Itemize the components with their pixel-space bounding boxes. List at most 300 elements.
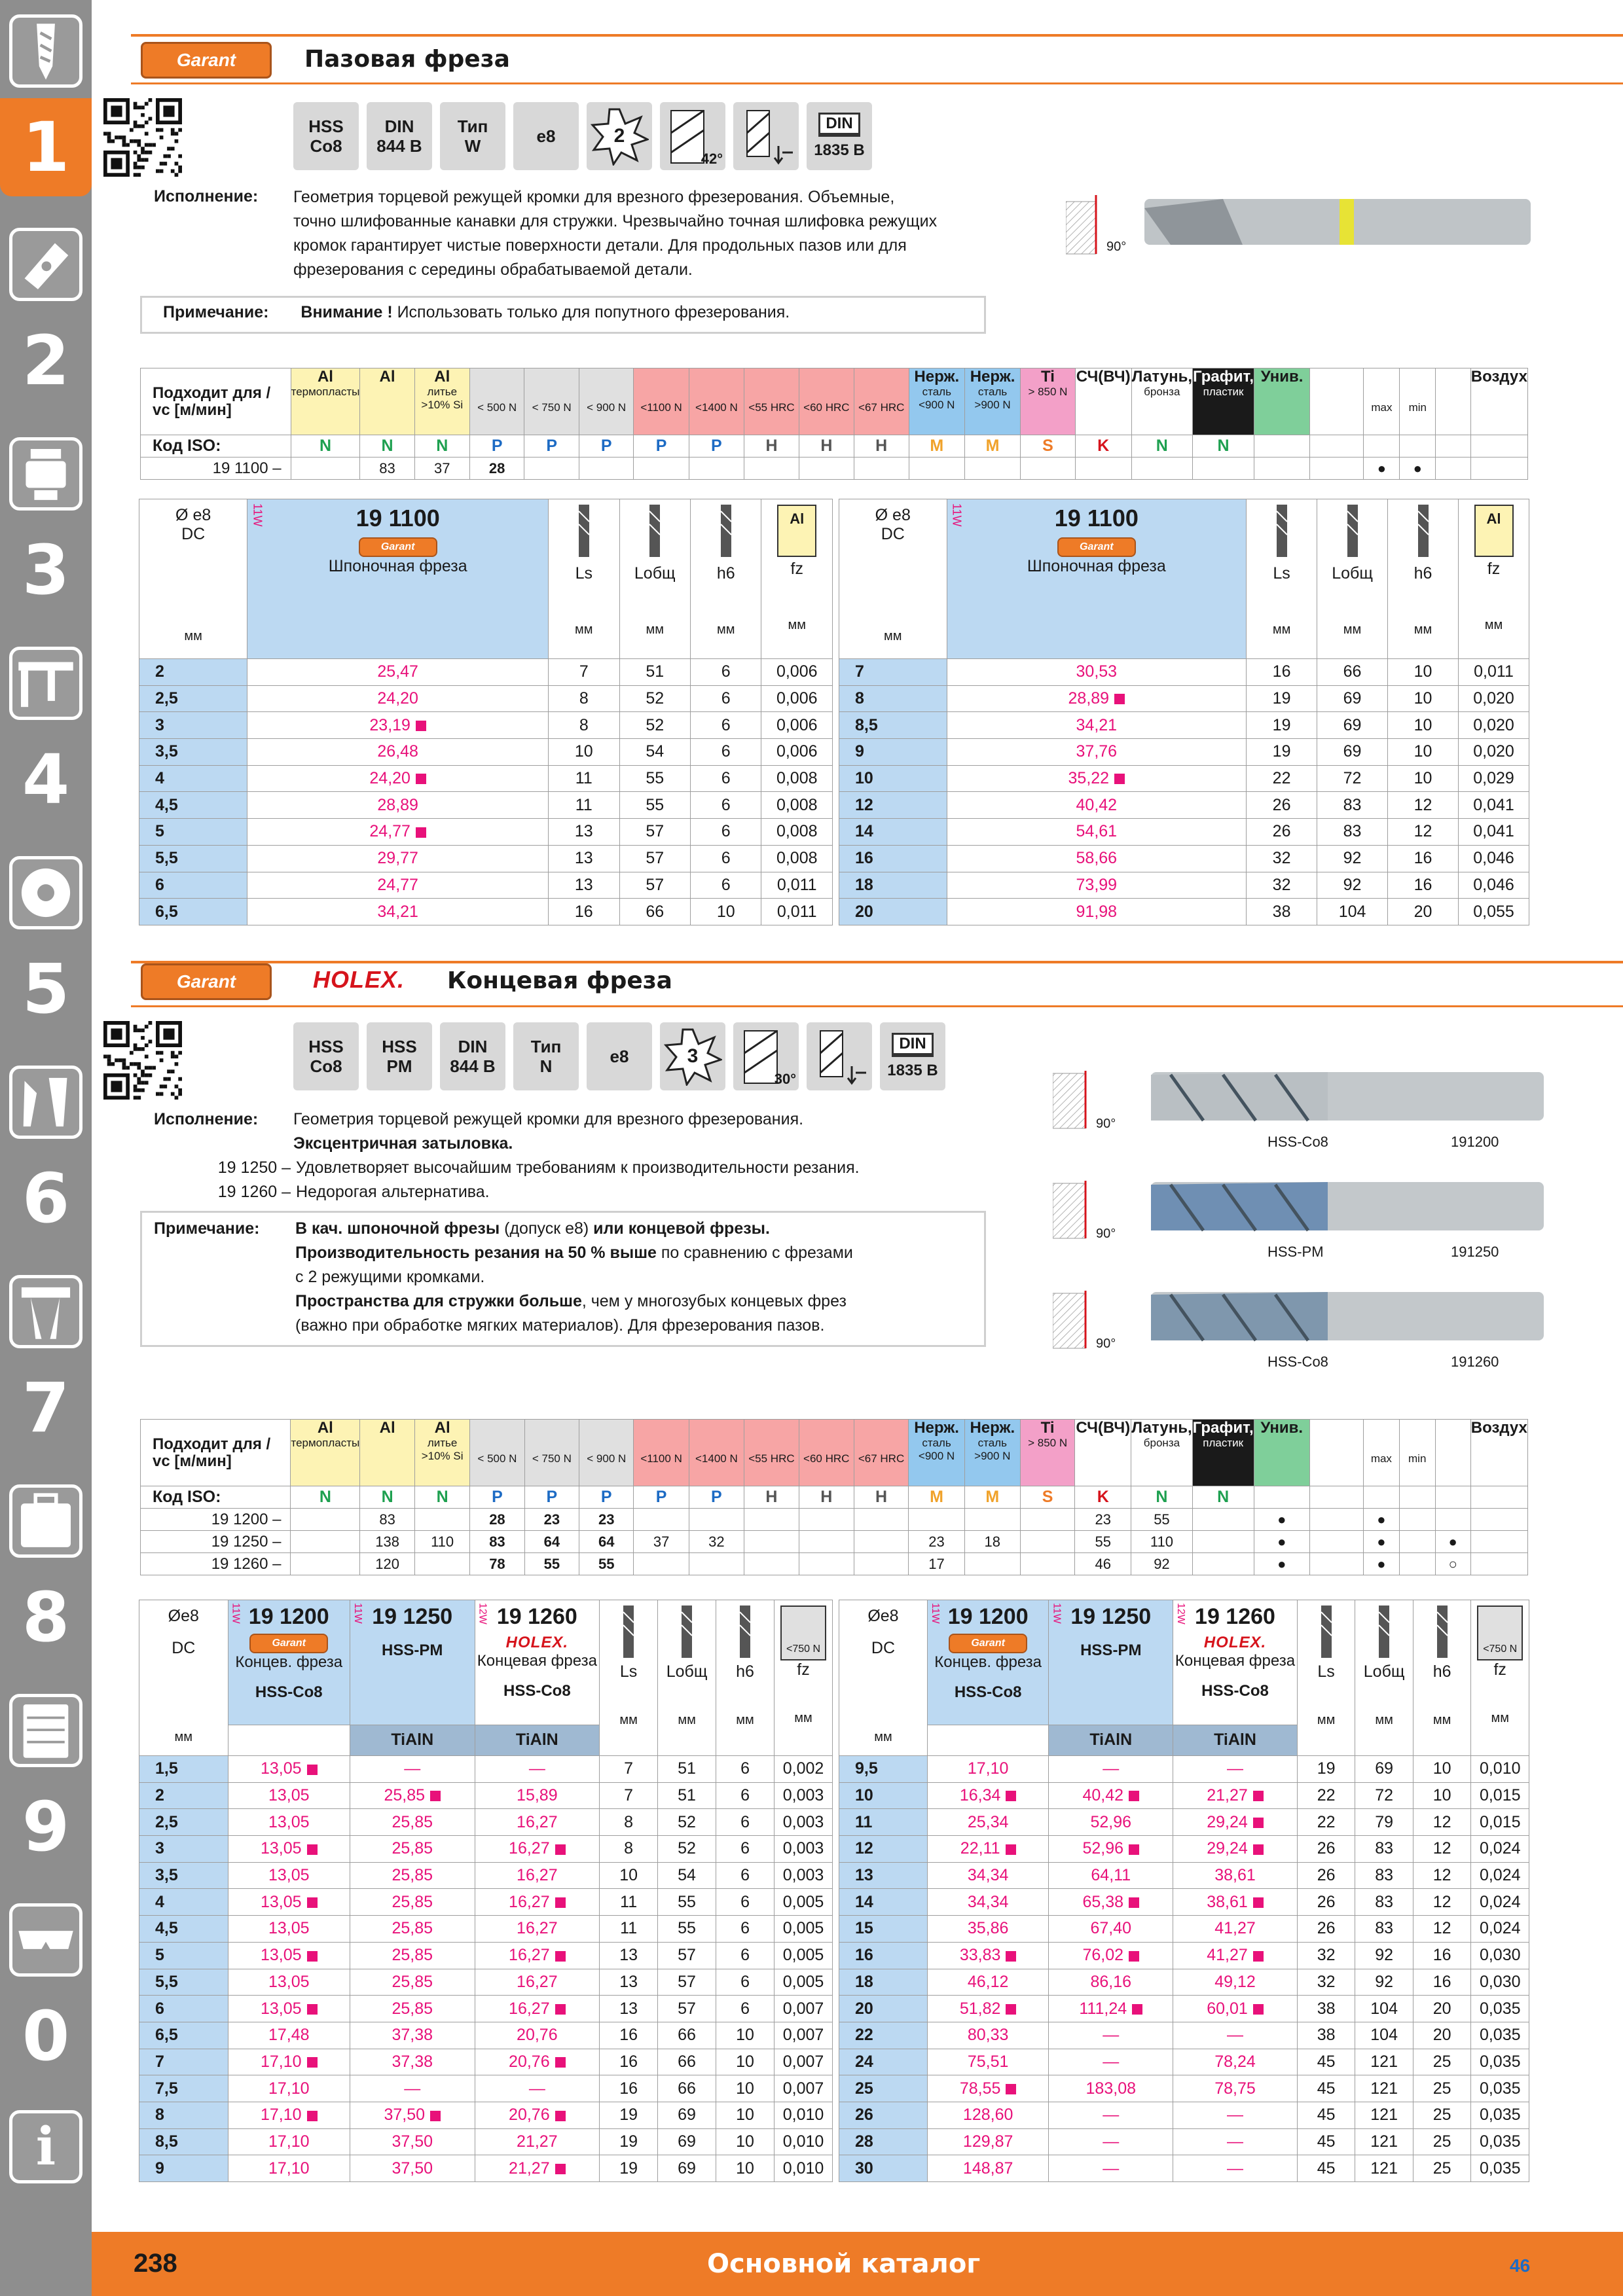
- product-row[interactable]: [139, 1836, 833, 1863]
- speed-value: [1399, 1531, 1435, 1553]
- dimension-value: 69: [1317, 685, 1388, 712]
- material-sub: литье >10% Si: [421, 386, 464, 411]
- dimension-value: 55: [619, 765, 690, 792]
- iso-code: N: [1192, 1486, 1254, 1509]
- iso-code: H: [799, 1486, 854, 1509]
- speed-value: ●: [1254, 1509, 1309, 1531]
- article-header: [247, 499, 549, 659]
- al-box: Al: [777, 505, 816, 557]
- price-value: 25,85: [350, 1889, 475, 1916]
- price-value: 54,61: [947, 819, 1247, 846]
- speed-value: [1020, 1509, 1074, 1531]
- variant-note: [210, 1156, 860, 1180]
- chapter-number[interactable]: 3: [22, 530, 70, 610]
- price-value: 86,16: [1049, 1969, 1173, 1996]
- dimension-value: 0,024: [1471, 1862, 1529, 1889]
- material-column: [414, 368, 469, 435]
- material-sub: < 500 N: [477, 1452, 517, 1465]
- price-value: 52,96: [1049, 1809, 1173, 1836]
- dimension-value: 0,035: [1471, 2022, 1529, 2049]
- price-value: 65,38: [1049, 1889, 1173, 1916]
- price-value: 58,66: [947, 845, 1247, 872]
- material-name: Воздух: [1470, 368, 1527, 386]
- product-row[interactable]: [839, 2155, 1529, 2182]
- diameter-value: 3,5: [139, 1862, 228, 1889]
- product-row[interactable]: [839, 712, 1529, 739]
- price-value: 35,22: [947, 765, 1247, 792]
- material-sub: < 500 N: [477, 401, 517, 414]
- dimension-value: 38: [1297, 1996, 1355, 2022]
- article-code: 19 1260: [1195, 1604, 1275, 1629]
- price-value: —: [1173, 2102, 1298, 2128]
- dimension-label: h6: [1432, 1662, 1451, 1681]
- price-value: 34,21: [947, 712, 1247, 739]
- dimension-value: 10: [1388, 739, 1459, 766]
- dimension-header: [690, 499, 761, 659]
- price-value: 22,11: [927, 1836, 1049, 1863]
- unit: мм: [1432, 1713, 1451, 1727]
- qr-code[interactable]: [103, 98, 182, 177]
- product-row[interactable]: [839, 872, 1529, 899]
- iso-code: N: [291, 1486, 360, 1509]
- execution-label: Исполнение:: [154, 1110, 259, 1128]
- price-value: 24,20: [247, 765, 549, 792]
- product-row[interactable]: [839, 1969, 1529, 1996]
- speed-value: ●: [1363, 1531, 1399, 1553]
- dimension-value: 52: [658, 1836, 716, 1863]
- product-row[interactable]: [839, 2049, 1529, 2075]
- diameter-value: 22: [839, 2022, 928, 2049]
- drill-icon: [9, 14, 82, 88]
- product-row[interactable]: [839, 685, 1529, 712]
- dimension-header: [1247, 499, 1317, 659]
- product-row[interactable]: [139, 2102, 833, 2128]
- material-name: Al: [317, 368, 333, 386]
- article-badge: 12W: [1175, 1603, 1187, 1624]
- note-line: [295, 1289, 853, 1314]
- unit: мм: [1317, 1713, 1336, 1727]
- iso-code: P: [524, 435, 579, 457]
- material-sub: < 750 N: [532, 1452, 572, 1465]
- product-row[interactable]: [139, 1809, 833, 1836]
- product-row[interactable]: [139, 659, 833, 686]
- chapter-number[interactable]: 2: [22, 321, 70, 401]
- speed-value: [1470, 1553, 1527, 1575]
- dimension-value: 104: [1317, 899, 1388, 925]
- material-sub: <67 HRC: [858, 401, 905, 414]
- dimension-value: 45: [1297, 2075, 1355, 2102]
- dimension-value: 57: [619, 872, 690, 899]
- dimension-value: 6: [716, 1916, 775, 1943]
- diameter-value: 14: [839, 819, 947, 846]
- info-icon[interactable]: [9, 2110, 82, 2183]
- price-value: 13,05: [228, 1942, 350, 1969]
- product-row[interactable]: [839, 1889, 1529, 1916]
- insert-icon: [9, 228, 82, 301]
- speed-value: 110: [1131, 1531, 1192, 1553]
- product-row[interactable]: [139, 2075, 833, 2102]
- dimension-value: 83: [1317, 792, 1388, 819]
- tool-material: HSS-Co8: [1267, 1354, 1328, 1370]
- product-row[interactable]: [139, 2049, 833, 2075]
- dimension-label: fz: [797, 1660, 810, 1679]
- price-value: 25,85: [350, 1862, 475, 1889]
- material-icon: [525, 1420, 579, 1452]
- price-value: 67,40: [1049, 1916, 1173, 1943]
- material-column: [291, 368, 360, 435]
- material-column: [1020, 1420, 1074, 1486]
- product-row[interactable]: [839, 2128, 1529, 2155]
- dimension-value: 13: [600, 1996, 658, 2022]
- qr-code[interactable]: [103, 1021, 182, 1100]
- dimension-value: 22: [1247, 765, 1317, 792]
- diameter-value: 16: [839, 1942, 928, 1969]
- iso-code: S: [1021, 435, 1076, 457]
- diameter-value: 5: [139, 819, 247, 846]
- product-row[interactable]: [139, 1969, 833, 1996]
- dimension-header: [1355, 1600, 1413, 1756]
- product-row[interactable]: [839, 739, 1529, 766]
- dimension-value: 11: [549, 765, 619, 792]
- price-value: 37,76: [947, 739, 1247, 766]
- product-row[interactable]: [839, 2022, 1529, 2049]
- note-warning: Внимание !: [301, 303, 393, 321]
- price-value: 26,48: [247, 739, 549, 766]
- suitability-label: [141, 368, 291, 435]
- material-column: [1254, 1420, 1309, 1486]
- product-row[interactable]: [139, 872, 833, 899]
- coating-label: TiAlN: [1049, 1725, 1173, 1755]
- dimension-value: 0,020: [1459, 685, 1529, 712]
- dimension-value: 11: [600, 1916, 658, 1943]
- dimension-value: 22: [1297, 1782, 1355, 1809]
- diameter-value: 20: [839, 899, 947, 925]
- chapter-number[interactable]: 4: [22, 740, 70, 819]
- price-value: 60,01: [1173, 1996, 1298, 2022]
- product-row[interactable]: [839, 899, 1529, 925]
- product-name: Шпоночная фреза: [1027, 557, 1166, 575]
- material-icon: [470, 1420, 524, 1452]
- iso-code: H: [854, 1486, 909, 1509]
- dimension-header: [600, 1600, 658, 1756]
- dimension-label: h6: [736, 1662, 754, 1681]
- product-row[interactable]: [839, 792, 1529, 819]
- dimension-value: 10: [716, 2075, 775, 2102]
- price-value: 91,98: [947, 899, 1247, 925]
- material-icon: [470, 368, 524, 401]
- brand: Garant: [1080, 541, 1114, 552]
- material-sub: > 850 N: [1028, 1437, 1068, 1449]
- unit: мм: [678, 1713, 696, 1727]
- chapter-number[interactable]: 1: [0, 98, 92, 196]
- product-row[interactable]: [139, 1996, 833, 2022]
- garant-logo: Garant: [141, 42, 272, 79]
- product-row[interactable]: [839, 1809, 1529, 1836]
- execution-line: фрезерования с середины обрабатываемой детали.: [293, 260, 693, 279]
- note-box: [140, 1211, 986, 1347]
- product-row[interactable]: [839, 845, 1529, 872]
- dimension-value: 0,011: [1459, 659, 1529, 686]
- price-value: 37,50: [350, 2128, 475, 2155]
- material-name: СЧ(ВЧ): [1076, 368, 1131, 386]
- product-row[interactable]: [139, 1756, 833, 1783]
- material-icon: [1436, 1420, 1470, 1452]
- speed-value: 55: [1075, 1531, 1131, 1553]
- dimension-value: 72: [1355, 1782, 1413, 1809]
- al-box: Al: [1474, 505, 1514, 557]
- tool-material: HSS-Co8: [503, 1682, 571, 1700]
- price-value: 25,34: [927, 1809, 1049, 1836]
- dimension-value: 92: [1355, 1969, 1413, 1996]
- product-row[interactable]: [139, 819, 833, 846]
- diameter-header: [139, 499, 247, 659]
- speed-value: [1399, 1509, 1435, 1531]
- speed-value: [854, 1553, 909, 1575]
- page-number: 238: [134, 2249, 177, 2278]
- product-row[interactable]: [139, 1942, 833, 1969]
- price-value: 34,34: [927, 1862, 1049, 1889]
- speed-value: 55: [579, 1553, 634, 1575]
- dimension-value: 69: [1317, 739, 1388, 766]
- toolcase-icon: [9, 1484, 82, 1558]
- note-line: [295, 1314, 853, 1338]
- dimension-value: 0,055: [1459, 899, 1529, 925]
- dimension-value: 6: [690, 792, 761, 819]
- dimension-label: h6: [716, 564, 735, 583]
- chapter-number[interactable]: 6: [22, 1158, 70, 1238]
- dimension-value: 10: [716, 2128, 775, 2155]
- dimension-label: Lобщ: [666, 1662, 708, 1681]
- tile-line: Тип: [530, 1037, 562, 1056]
- product-row[interactable]: [139, 845, 833, 872]
- dimension-value: 13: [549, 845, 619, 872]
- material-column: [964, 1420, 1020, 1486]
- speed-value: [854, 1531, 909, 1553]
- product-row[interactable]: [139, 712, 833, 739]
- execution-line: точно шлифованные канавки для стружки. Чрезвычайно точная шлифовка режущих: [293, 212, 938, 230]
- dimension-value: 32: [1247, 845, 1317, 872]
- price-value: 24,77: [247, 819, 549, 846]
- price-value: 20,76: [475, 2022, 600, 2049]
- unit: мм: [716, 622, 735, 637]
- material-sub: > 850 N: [1028, 386, 1068, 398]
- steel-box: <750 N: [780, 1605, 826, 1660]
- product-table-left: [139, 499, 833, 925]
- price-value: 38,61: [1173, 1862, 1298, 1889]
- material-column: [524, 1420, 579, 1486]
- iso-code: H: [744, 1486, 799, 1509]
- diameter-symbol: DC: [881, 525, 905, 543]
- product-row[interactable]: [839, 1942, 1529, 1969]
- speed-value: [1131, 457, 1192, 480]
- iso-code: P: [579, 435, 634, 457]
- chapter-number[interactable]: 9: [22, 1787, 70, 1867]
- dimension-value: 26: [1297, 1836, 1355, 1863]
- grinding-disc-icon: [9, 856, 82, 929]
- material-sub: <1400 N: [695, 1452, 738, 1465]
- dimension-value: 10: [549, 739, 619, 766]
- product-row[interactable]: [839, 2075, 1529, 2102]
- article-code: 19 1100 –: [141, 457, 291, 480]
- iso-code: P: [524, 1486, 579, 1509]
- product-row[interactable]: [139, 1862, 833, 1889]
- dimension-label: fz: [1487, 560, 1501, 578]
- product-row[interactable]: [839, 1862, 1529, 1889]
- variant-notes: [210, 1156, 860, 1204]
- material-name: Латунь,: [1131, 368, 1192, 386]
- speed-value: [415, 1509, 470, 1531]
- dimension-value: 6: [690, 765, 761, 792]
- material-name: Ti: [1041, 368, 1055, 386]
- dimension-value: 12: [1388, 819, 1459, 846]
- speed-value: ●: [1435, 1531, 1470, 1553]
- dimension-header: [716, 1600, 775, 1756]
- price-value: —: [1173, 2128, 1298, 2155]
- product-row[interactable]: [839, 765, 1529, 792]
- price-value: 17,10: [228, 2049, 350, 2075]
- dimension-value: 12: [1413, 1836, 1471, 1863]
- chapter-number[interactable]: 8: [22, 1577, 70, 1657]
- note-plain: с 2 режущими кромками.: [295, 1268, 485, 1286]
- material-icon: [1400, 368, 1435, 401]
- dimension-value: 0,006: [761, 712, 833, 739]
- variant-text: Удовлетворяет высочайшим требованиям к производительности резания.: [296, 1158, 860, 1177]
- material-name: Графит,: [1193, 368, 1254, 386]
- dimension-value: 0,024: [1471, 1889, 1529, 1916]
- product-row[interactable]: [139, 685, 833, 712]
- product-row[interactable]: [839, 1916, 1529, 1943]
- product-row[interactable]: [139, 1916, 833, 1943]
- product-row[interactable]: [139, 792, 833, 819]
- dimension-value: 0,035: [1471, 1996, 1529, 2022]
- material-column: [1021, 368, 1076, 435]
- material-sub: <60 HRC: [803, 1452, 850, 1465]
- tile-line: PM: [386, 1056, 412, 1076]
- price-value: 17,10: [927, 1756, 1049, 1783]
- speed-value: 23: [579, 1509, 634, 1531]
- iso-code: [1364, 435, 1400, 457]
- product-row[interactable]: [139, 739, 833, 766]
- price-value: 29,24: [1173, 1836, 1298, 1863]
- article-code: 19 1250: [372, 1604, 453, 1629]
- product-row[interactable]: [139, 2155, 833, 2182]
- product-row[interactable]: [839, 1996, 1529, 2022]
- tool-photo: [1053, 1288, 1550, 1393]
- plunge-cut-icon: [733, 102, 799, 170]
- material-column: [964, 368, 1020, 435]
- dimension-label: Lобщ: [634, 564, 676, 583]
- material-sub: <1100 N: [640, 401, 682, 414]
- tool-photo: [1066, 195, 1537, 263]
- dimension-value: 57: [658, 1942, 716, 1969]
- price-value: 129,87: [927, 2128, 1049, 2155]
- price-value: 25,85: [350, 1996, 475, 2022]
- variant-code: 19 1260 –: [217, 1183, 291, 1201]
- dimension-header: [775, 1600, 833, 1756]
- garant-logo: [1057, 537, 1136, 557]
- article-badge: 11W: [1051, 1603, 1063, 1624]
- chapter-number[interactable]: 7: [22, 1368, 70, 1448]
- product-row[interactable]: [139, 1782, 833, 1809]
- diameter-value: 26: [839, 2102, 928, 2128]
- din-number: 1835 B: [887, 1061, 938, 1079]
- price-value: 51,82: [927, 1996, 1049, 2022]
- dimension-value: 16: [1413, 1942, 1471, 1969]
- product-row[interactable]: [839, 1756, 1529, 1783]
- diameter-value: 10: [839, 1782, 928, 1809]
- product-row[interactable]: [139, 765, 833, 792]
- material-sub: <60 HRC: [803, 401, 850, 414]
- section-title: Концевая фреза: [447, 967, 672, 994]
- speed-value: [799, 1509, 854, 1531]
- dimension-value: 57: [619, 845, 690, 872]
- speed-value: [291, 457, 360, 480]
- price-value: 33,83: [927, 1942, 1049, 1969]
- price-value: 16,27: [475, 1836, 600, 1863]
- material-name: Нерж.: [914, 1419, 959, 1437]
- diameter-value: 18: [839, 1969, 928, 1996]
- speed-value: 28: [469, 457, 524, 480]
- holex-logo: HOLEX.: [505, 1634, 568, 1651]
- info-glyph: i: [35, 2115, 56, 2177]
- chapter-number[interactable]: 5: [22, 949, 70, 1029]
- dimension-value: 0,003: [775, 1782, 833, 1809]
- product-row[interactable]: [839, 659, 1529, 686]
- iso-code: [1470, 1486, 1527, 1509]
- product-table-right: [839, 499, 1529, 925]
- article-header: [1173, 1600, 1298, 1725]
- speed-value: ●: [1254, 1553, 1309, 1575]
- tile-line: N: [539, 1056, 553, 1076]
- dimension-value: 19: [600, 2128, 658, 2155]
- dimension-value: 6: [690, 845, 761, 872]
- material-column: [579, 368, 634, 435]
- iso-code: [1309, 1486, 1363, 1509]
- product-row[interactable]: [839, 1782, 1529, 1809]
- product-row[interactable]: [139, 2128, 833, 2155]
- material-header-row: [141, 368, 1528, 435]
- product-row[interactable]: [139, 1889, 833, 1916]
- iso-code: M: [964, 1486, 1020, 1509]
- product-row[interactable]: [839, 819, 1529, 846]
- article-header: [927, 1600, 1049, 1725]
- dimension-value: 66: [619, 899, 690, 925]
- iso-code: N: [1131, 1486, 1192, 1509]
- dimension-value: 6: [716, 1862, 775, 1889]
- din-number: 1835 B: [814, 141, 865, 159]
- dimension-value: 16: [600, 2075, 658, 2102]
- product-row[interactable]: [139, 899, 833, 925]
- dimension-value: 0,024: [1471, 1836, 1529, 1863]
- product-row[interactable]: [139, 2022, 833, 2049]
- speed-value: [291, 1531, 360, 1553]
- material-sub: max: [1371, 401, 1393, 414]
- chapter-number[interactable]: 0: [22, 1996, 70, 2076]
- material-icon: [579, 368, 634, 401]
- dimension-value: 0,010: [775, 2155, 833, 2182]
- material-sub: < 900 N: [587, 1452, 627, 1465]
- article-badge: 11W: [230, 1603, 242, 1624]
- article-badge: 12W: [477, 1603, 488, 1624]
- diameter-value: 14: [839, 1889, 928, 1916]
- product-row[interactable]: [839, 2102, 1529, 2128]
- dimension-value: 25: [1413, 2075, 1471, 2102]
- diameter-value: 7: [839, 659, 947, 686]
- dimension-label: fz: [790, 560, 803, 578]
- iso-code: N: [1193, 435, 1254, 457]
- product-row[interactable]: [839, 1836, 1529, 1863]
- plunge-cut-icon: [807, 1022, 872, 1090]
